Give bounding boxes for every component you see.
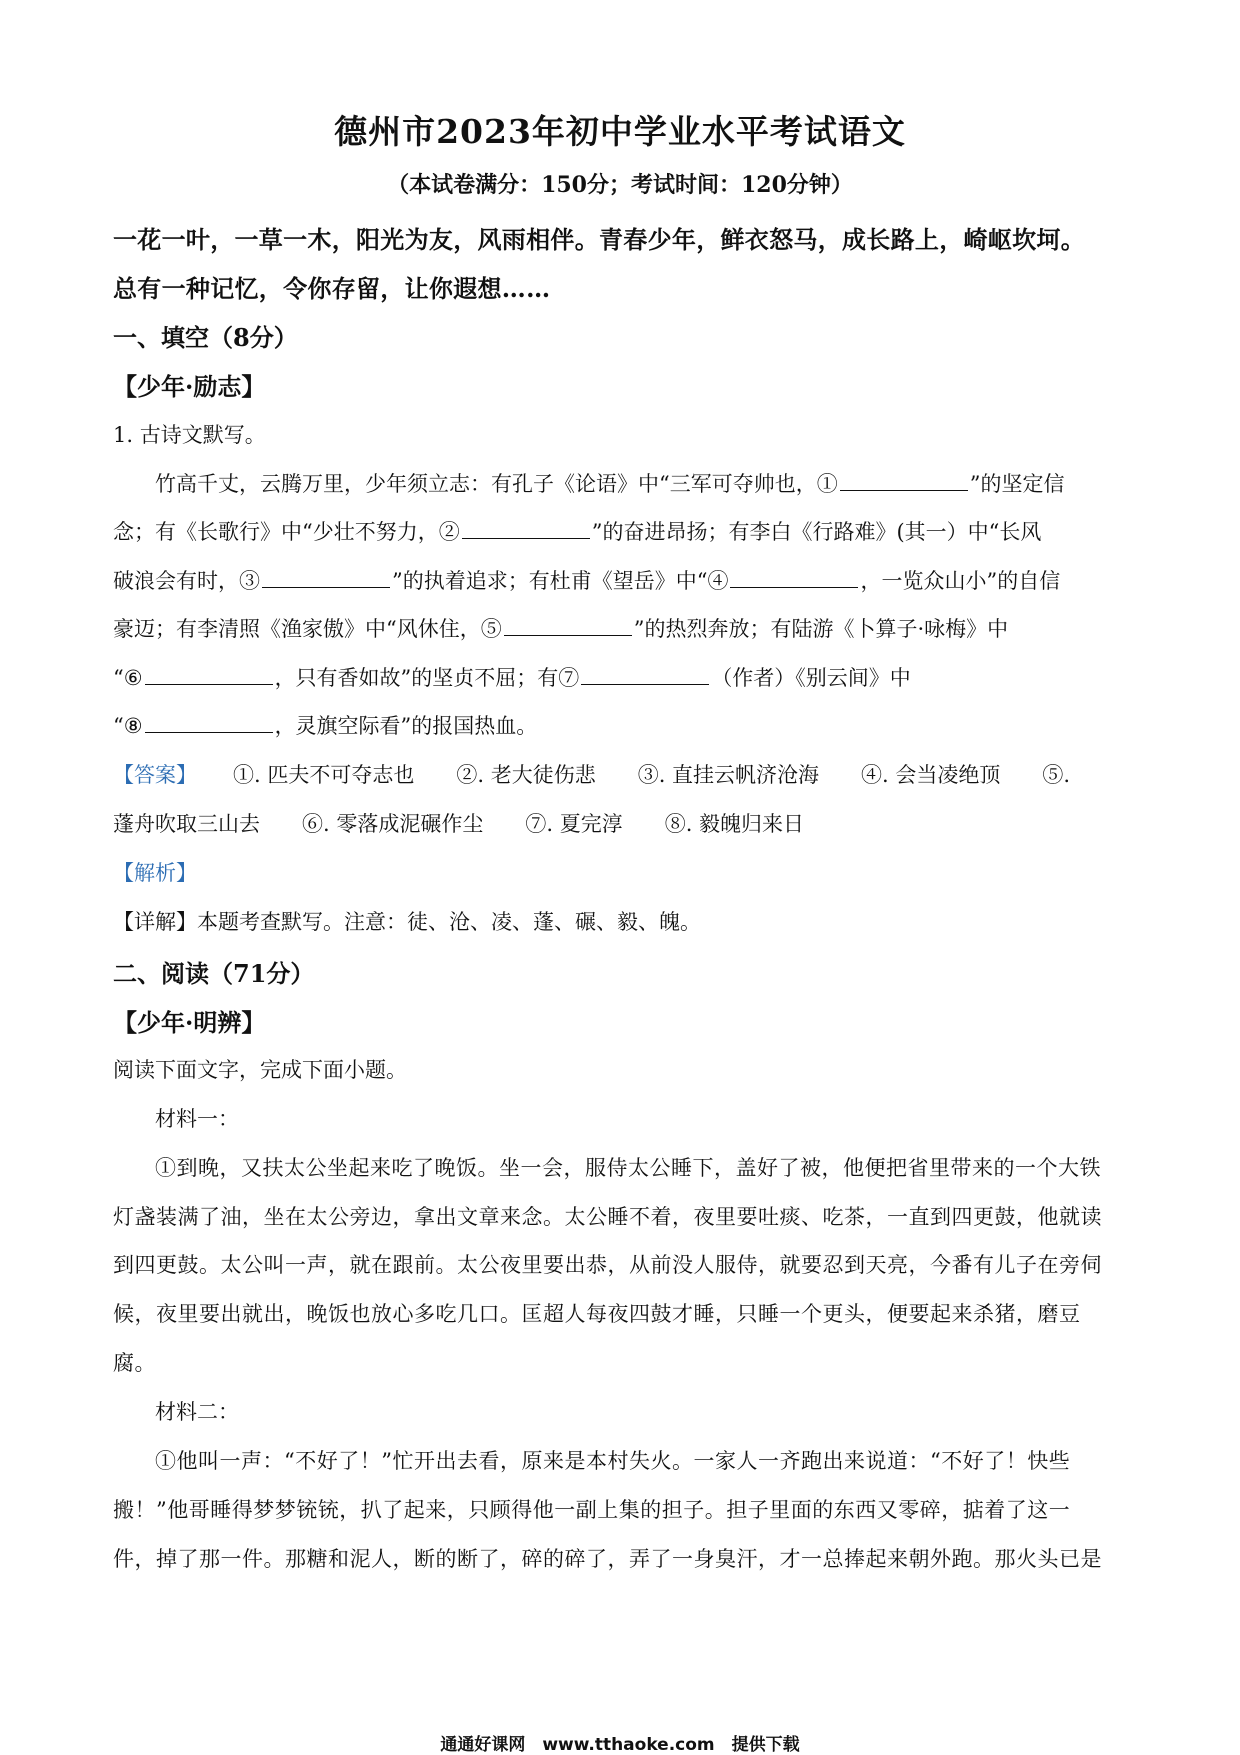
material1-label: 材料一： xyxy=(155,1107,239,1131)
fill-text: “⑧ xyxy=(113,714,143,738)
material1-line: ①到晚，又扶太公坐起来吃了晚饭。坐一会，服侍太公睡下，盖好了被，他便把省里带来的一个大铁 xyxy=(155,1156,1101,1180)
answer-line-1 xyxy=(113,759,1070,789)
fill-line-5 xyxy=(113,662,911,692)
fill-line-6 xyxy=(113,710,537,740)
exam-title: 德州市2023年初中学业水平考试语文 xyxy=(334,112,906,151)
intro-line-2: 总有一种记忆，令你存留，让你遐想…… xyxy=(113,274,551,303)
material2-line: ①他叫一声：“不好了！”忙开出去看，原来是本村失火。一家人一齐跑出来说道：“不好了！快些 xyxy=(155,1449,1071,1473)
fill-line-3 xyxy=(113,565,1060,595)
answer-blank-1[interactable] xyxy=(840,472,968,491)
answer-text: ①. 匹夫不可夺志也 ②. 老大徒伤悲 ③. 直挂云帆济沧海 ④. 会当凌绝顶 ⑤. xyxy=(233,763,1071,787)
download-footer: 通通好课网 www.tthaoke.com 提供下载 xyxy=(440,1735,800,1755)
answer-label: 【答案】 xyxy=(113,763,197,787)
material2-line: 搬！”他哥睡得梦梦铳铳，扒了起来，只顾得他一副上集的担子。担子里面的东西又零碎，掂着了这一 xyxy=(113,1498,1071,1522)
fill-line-1 xyxy=(155,468,1064,498)
exam-subtitle: （本试卷满分：150分；考试时间：120分钟） xyxy=(387,172,853,198)
detail-line: 【详解】本题考查默写。注意：徒、沧、凌、蓬、碾、毅、魄。 xyxy=(113,910,701,934)
fill-text: “⑥ xyxy=(113,666,143,690)
answer-blank-4[interactable] xyxy=(730,569,858,588)
fill-text: ，灵旗空际看”的报国热血。 xyxy=(274,714,538,738)
material1-line: 腐。 xyxy=(113,1351,156,1375)
reading-instruction: 阅读下面文字，完成下面小题。 xyxy=(113,1058,407,1082)
fill-text: ，只有香如故”的坚贞不屈；有⑦ xyxy=(274,666,580,690)
material1-line: 到四更鼓。太公叫一声，就在跟前。太公夜里要出恭，从前没人服侍，就要忍到天亮，今番有儿子在旁伺 xyxy=(113,1253,1102,1277)
fill-text: ”的奋进昂扬；有李白《行路难》(其一）中“长风 xyxy=(591,520,1042,544)
fill-text: ”的热烈奔放；有陆游《卜算子·咏梅》中 xyxy=(633,617,1009,641)
answer-blank-8[interactable] xyxy=(145,714,273,733)
material2-line: 件，掉了那一件。那糖和泥人，断的断了，碎的碎了，弄了一身臭汗，才一总捧起来朝外跑。那火头已是 xyxy=(113,1547,1102,1571)
section1-tag: 【少年·励志】 xyxy=(113,372,266,401)
answer-blank-2[interactable] xyxy=(462,520,590,539)
answer-blank-7[interactable] xyxy=(581,666,709,685)
fill-text: 竹高千丈，云腾万里，少年须立志：有孔子《论语》中“三军可夺帅也，① xyxy=(155,472,838,496)
material1-line: 灯盏装满了油，坐在太公旁边，拿出文章来念。太公睡不着，夜里要吐痰、吃茶，一直到四更鼓，他就读 xyxy=(113,1205,1102,1229)
section1-heading: 一、填空（8分） xyxy=(113,323,298,352)
fill-text: ”的执着追求；有杜甫《望岳》中“④ xyxy=(392,569,729,593)
fill-text: （作者）《别云间》中 xyxy=(711,666,911,690)
answer-blank-5[interactable] xyxy=(504,617,632,636)
material2-label: 材料二： xyxy=(155,1400,239,1424)
answer-line-2: 蓬舟吹取三山去 ⑥. 零落成泥碾作尘 ⑦. 夏完淳 ⑧. 毅魄归来日 xyxy=(113,812,805,836)
fill-text: 破浪会有时，③ xyxy=(113,569,260,593)
material1-line: 候，夜里要出就出，晚饭也放心多吃几口。匡超人每夜四鼓才睡，只睡一个更头，便要起来杀猪，磨豆 xyxy=(113,1302,1081,1326)
analysis-label: 【解析】 xyxy=(113,861,197,885)
fill-text: ”的坚定信 xyxy=(969,472,1065,496)
question1-label: 1. 古诗文默写。 xyxy=(113,423,266,447)
fill-line-2 xyxy=(113,516,1041,546)
fill-line-4 xyxy=(113,613,1008,643)
answer-blank-3[interactable] xyxy=(262,569,390,588)
fill-text: 念；有《长歌行》中“少壮不努力，② xyxy=(113,520,460,544)
intro-line-1: 一花一叶，一草一木，阳光为友，风雨相伴。青春少年，鲜衣怒马，成长路上，崎岖坎坷。 xyxy=(113,225,1085,254)
fill-text: 豪迈；有李清照《渔家傲》中“风休住，⑤ xyxy=(113,617,502,641)
section2-heading: 二、阅读（71分） xyxy=(113,959,315,988)
fill-text: ，一览众山小”的自信 xyxy=(860,569,1061,593)
section2-tag: 【少年·明辨】 xyxy=(113,1008,266,1037)
answer-blank-6[interactable] xyxy=(145,666,273,685)
